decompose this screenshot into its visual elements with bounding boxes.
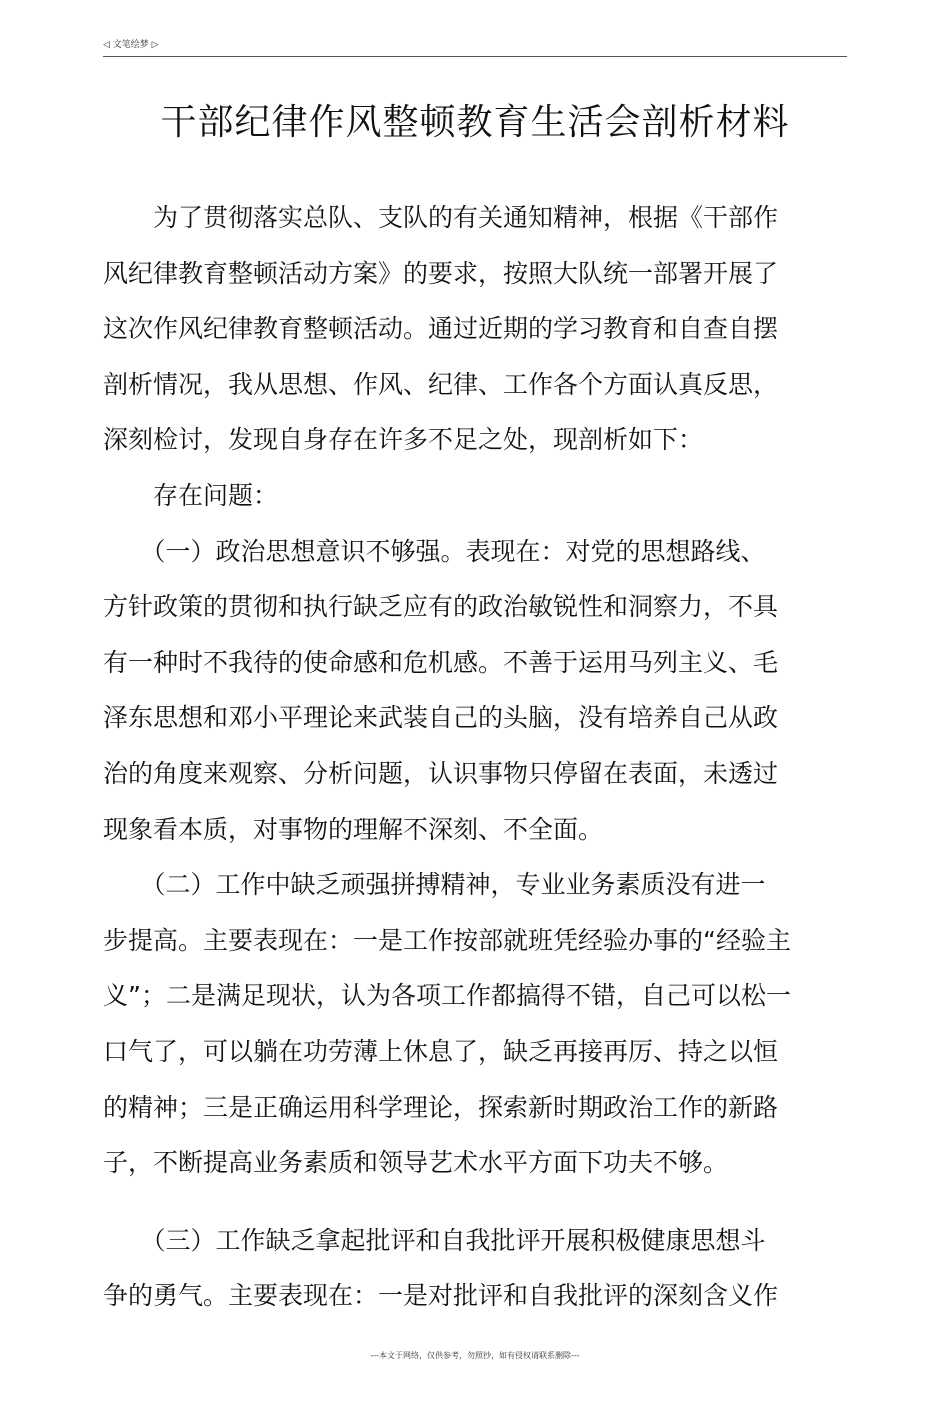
text-line: （二）工作中缺乏顽强拼搏精神，专业业务素质没有进一: [103, 870, 766, 900]
document-body: [103, 190, 847, 1324]
page-footer: ---本文于网络，仅供参考，勿照抄，如有侵权请联系删除---: [370, 1351, 580, 1360]
text-line: 风纪律教育整顿活动方案》的要求，按照大队统一部署开展了: [103, 258, 779, 288]
text-line: 剖析情况，我从思想、作风、纪律、工作各个方面认真反思，: [103, 369, 779, 399]
text-line: 深刻检讨，发现自身存在许多不足之处，现剖析如下：: [103, 425, 704, 455]
text-line: 有一种时不我待的使命感和危机感。不善于运用马列主义、毛: [103, 647, 779, 677]
text-line: 现象看本质，对事物的理解不深刻、不全面。: [103, 814, 604, 844]
text-line: （一）政治思想意识不够强。表现在：对党的思想路线、: [103, 536, 766, 566]
text-line: 这次作风纪律教育整顿活动。通过近期的学习教育和自查自摆: [103, 314, 779, 344]
text-line: 子，不断提高业务素质和领导艺术水平方面下功夫不够。: [103, 1148, 729, 1178]
text-line: 为了贯彻落实总队、支队的有关通知精神，根据《干部作: [103, 203, 779, 232]
page-header: [103, 38, 847, 57]
paragraph-spacer: [103, 1191, 847, 1213]
paragraph-issue-1: [103, 524, 847, 858]
text-line: 泽东思想和邓小平理论来武装自己的头脑，没有培养自己从政: [103, 703, 779, 733]
paragraph-issue-2: [103, 857, 847, 1191]
text-line: 争的勇气。主要表现在：一是对批评和自我批评的深刻含义作: [103, 1281, 779, 1311]
text-line: 口气了，可以躺在功劳薄上休息了，缺乏再接再厉、持之以恒: [103, 1036, 779, 1066]
paragraph-issue-3: [103, 1213, 847, 1324]
text-line: 义”；二是满足现状，认为各项工作都搞得不错，自己可以松一: [103, 981, 791, 1011]
text-line: 方针政策的贯彻和执行缺乏应有的政治敏锐性和洞察力，不具: [103, 592, 779, 622]
paragraph-intro: [103, 190, 847, 468]
text-line: 治的角度来观察、分析问题，认识事物只停留在表面，未透过: [103, 758, 779, 788]
text-line: 存在问题：: [103, 480, 279, 510]
text-line: （三）工作缺乏拿起批评和自我批评开展积极健康思想斗: [103, 1225, 766, 1255]
text-line: 步提高。主要表现在：一是工作按部就班凭经验办事的“经验主: [103, 925, 791, 955]
document-title: 干部纪律作风整顿教育生活会剖析材料: [160, 102, 790, 143]
header-watermark: ◁ 文笔绘梦 ▷: [103, 40, 159, 50]
paragraph-heading: [103, 468, 847, 524]
text-line: 的精神；三是正确运用科学理论，探索新时期政治工作的新路: [103, 1092, 779, 1122]
